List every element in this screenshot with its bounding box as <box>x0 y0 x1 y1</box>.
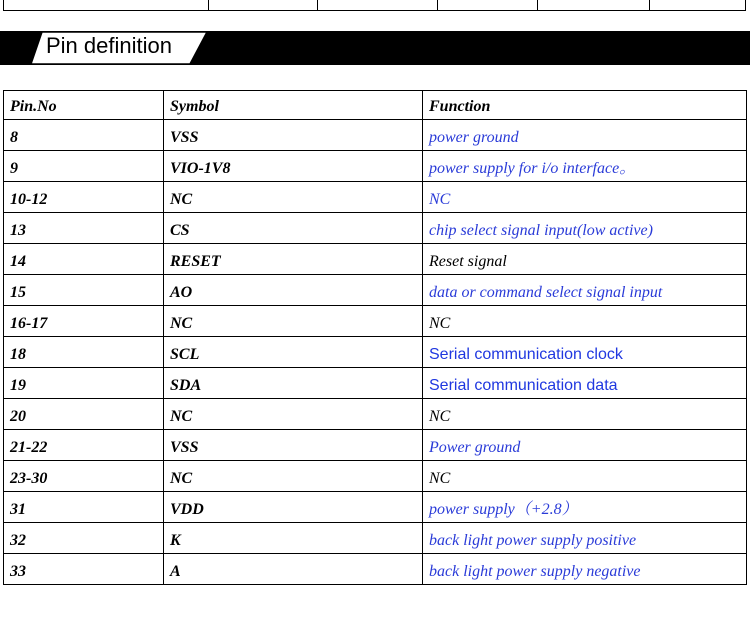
function-cell: Serial communication clock <box>423 337 747 368</box>
function-cell: back light power supply positive <box>423 523 747 554</box>
table-row <box>4 182 747 213</box>
pin-number-cell: 13 <box>4 213 164 244</box>
table-row <box>4 554 747 585</box>
function-cell: NC <box>423 399 747 430</box>
header-symbol: Symbol <box>164 91 423 120</box>
function-cell: power supply（+2.8） <box>423 492 747 523</box>
pin-number-cell: 8 <box>4 120 164 151</box>
symbol-cell: NC <box>164 399 423 430</box>
table-divider <box>437 0 438 10</box>
symbol-cell: SCL <box>164 337 423 368</box>
pin-number-cell: 19 <box>4 368 164 399</box>
symbol-cell: VIO-1V8 <box>164 151 423 182</box>
table-row <box>4 306 747 337</box>
symbol-cell: NC <box>164 461 423 492</box>
section-header-band <box>0 31 750 65</box>
symbol-cell: VDD <box>164 492 423 523</box>
pin-number-cell: 14 <box>4 244 164 275</box>
pin-number-cell: 33 <box>4 554 164 585</box>
table-row <box>4 399 747 430</box>
table-divider <box>317 0 318 10</box>
symbol-cell: A <box>164 554 423 585</box>
function-cell: Reset signal <box>423 244 747 275</box>
symbol-cell: SDA <box>164 368 423 399</box>
table-row <box>4 213 747 244</box>
table-row <box>4 151 747 182</box>
table-body <box>4 120 747 585</box>
symbol-cell: CS <box>164 213 423 244</box>
pin-number-cell: 31 <box>4 492 164 523</box>
table-row <box>4 492 747 523</box>
function-cell: power ground <box>423 120 747 151</box>
table-header-row <box>4 91 747 120</box>
function-cell: NC <box>423 182 747 213</box>
symbol-cell: AO <box>164 275 423 306</box>
symbol-cell: NC <box>164 182 423 213</box>
table-row <box>4 244 747 275</box>
symbol-cell: NC <box>164 306 423 337</box>
table-row <box>4 337 747 368</box>
pin-definition-table <box>3 90 747 585</box>
symbol-cell: RESET <box>164 244 423 275</box>
pin-number-cell: 10-12 <box>4 182 164 213</box>
section-title: Pin definition <box>46 33 172 58</box>
table-row <box>4 368 747 399</box>
pin-number-cell: 16-17 <box>4 306 164 337</box>
table-divider <box>537 0 538 10</box>
function-cell: power supply for i/o interface。 <box>423 151 747 182</box>
function-cell: back light power supply negative <box>423 554 747 585</box>
function-cell: chip select signal input(low active) <box>423 213 747 244</box>
pin-number-cell: 15 <box>4 275 164 306</box>
table-row <box>4 523 747 554</box>
function-cell: Power ground <box>423 430 747 461</box>
function-cell: NC <box>423 306 747 337</box>
table-row <box>4 461 747 492</box>
previous-table-fragment <box>3 0 746 11</box>
table-row <box>4 275 747 306</box>
symbol-cell: VSS <box>164 120 423 151</box>
table-row <box>4 120 747 151</box>
pin-number-cell: 32 <box>4 523 164 554</box>
header-function: Function <box>423 91 747 120</box>
function-cell: NC <box>423 461 747 492</box>
pin-number-cell: 20 <box>4 399 164 430</box>
function-cell: data or command select signal input <box>423 275 747 306</box>
symbol-cell: VSS <box>164 430 423 461</box>
table-row <box>4 430 747 461</box>
section-title-tab <box>30 31 208 65</box>
header-pin-no: Pin.No <box>4 91 164 120</box>
pin-number-cell: 18 <box>4 337 164 368</box>
pin-number-cell: 23-30 <box>4 461 164 492</box>
table-divider <box>649 0 650 10</box>
function-cell: Serial communication data <box>423 368 747 399</box>
pin-number-cell: 9 <box>4 151 164 182</box>
symbol-cell: K <box>164 523 423 554</box>
pin-number-cell: 21-22 <box>4 430 164 461</box>
table-divider <box>208 0 209 10</box>
